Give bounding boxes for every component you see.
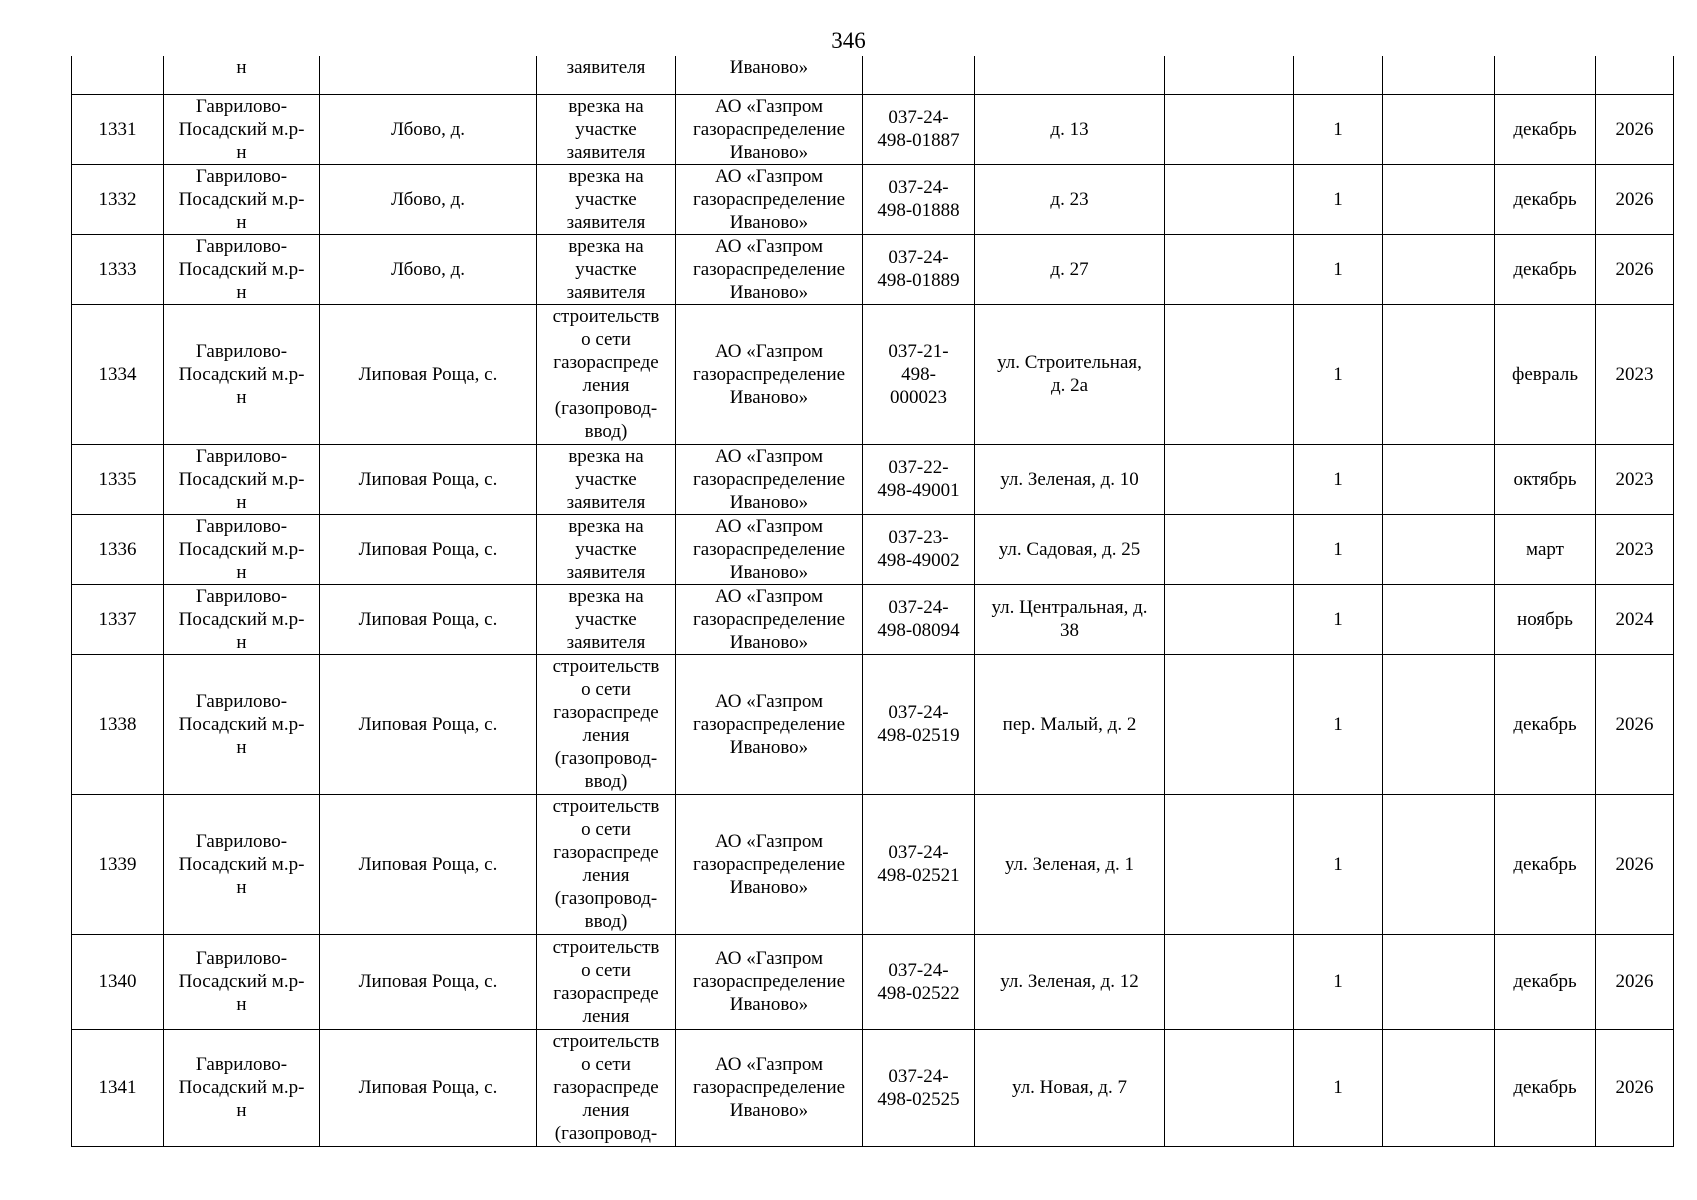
cell-year: 2026 (1596, 94, 1674, 164)
cell-address: ул. Зеленая, д. 1 (975, 794, 1165, 934)
cell-blank-2 (1383, 56, 1495, 94)
cell-work-type: врезка на участке заявителя (537, 94, 676, 164)
cell-year: 2023 (1596, 304, 1674, 444)
cell-number: 1332 (72, 164, 164, 234)
cell-work-type: строительств о сети газораспреде ления (газопровод- (537, 1029, 676, 1146)
cell-address (975, 56, 1165, 94)
cell-number: 1335 (72, 444, 164, 514)
cell-locality: Липовая Роща, с. (320, 794, 537, 934)
cell-count: 1 (1294, 234, 1383, 304)
cell-month: декабрь (1495, 94, 1596, 164)
cell-month: февраль (1495, 304, 1596, 444)
table-row (72, 794, 1674, 934)
cell-district: Гаврилово- Посадский м.р- н (164, 234, 320, 304)
cell-month: декабрь (1495, 164, 1596, 234)
cell-count: 1 (1294, 444, 1383, 514)
cell-number: 1331 (72, 94, 164, 164)
cell-organization: АО «Газпром газораспределение Иваново» (676, 584, 863, 654)
cell-year: 2026 (1596, 794, 1674, 934)
cell-organization: АО «Газпром газораспределение Иваново» (676, 94, 863, 164)
cell-locality: Липовая Роща, с. (320, 584, 537, 654)
cell-address: ул. Центральная, д. 38 (975, 584, 1165, 654)
cell-district: Гаврилово- Посадский м.р- н (164, 94, 320, 164)
cell-address: ул. Зеленая, д. 10 (975, 444, 1165, 514)
cell-blank-1 (1165, 56, 1294, 94)
cell-district: Гаврилово- Посадский м.р- н (164, 654, 320, 794)
cell-district: Гаврилово- Посадский м.р- н (164, 794, 320, 934)
cell-year: 2023 (1596, 444, 1674, 514)
table-body (72, 56, 1674, 1146)
table-row (72, 234, 1674, 304)
gas-connection-table (71, 56, 1674, 1147)
cell-blank-1 (1165, 794, 1294, 934)
cell-blank-2 (1383, 934, 1495, 1029)
cell-district: Гаврилово- Посадский м.р- н (164, 444, 320, 514)
cell-blank-2 (1383, 1029, 1495, 1146)
table-row (72, 1029, 1674, 1146)
cell-blank-1 (1165, 444, 1294, 514)
cell-tu-number: 037-24- 498-08094 (863, 584, 975, 654)
cell-work-type: врезка на участке заявителя (537, 444, 676, 514)
cell-count: 1 (1294, 94, 1383, 164)
cell-address: ул. Зеленая, д. 12 (975, 934, 1165, 1029)
cell-month: декабрь (1495, 794, 1596, 934)
continuation-row (72, 56, 1674, 94)
cell-number: 1339 (72, 794, 164, 934)
cell-blank-1 (1165, 584, 1294, 654)
cell-tu-number (863, 56, 975, 94)
cell-year: 2023 (1596, 514, 1674, 584)
cell-number: 1336 (72, 514, 164, 584)
cell-organization: АО «Газпром газораспределение Иваново» (676, 794, 863, 934)
cell-work-type: строительств о сети газораспреде ления (537, 934, 676, 1029)
cell-address: д. 13 (975, 94, 1165, 164)
cell-address: ул. Садовая, д. 25 (975, 514, 1165, 584)
cell-blank-2 (1383, 164, 1495, 234)
cell-number: 1341 (72, 1029, 164, 1146)
cell-work-type: врезка на участке заявителя (537, 514, 676, 584)
cell-blank-2 (1383, 444, 1495, 514)
cell-organization: АО «Газпром газораспределение Иваново» (676, 444, 863, 514)
cell-count: 1 (1294, 584, 1383, 654)
cell-organization: АО «Газпром газораспределение Иваново» (676, 304, 863, 444)
cell-month (1495, 56, 1596, 94)
cell-year: 2026 (1596, 1029, 1674, 1146)
cell-tu-number: 037-24- 498-02525 (863, 1029, 975, 1146)
cell-work-type: врезка на участке заявителя (537, 584, 676, 654)
cell-year (1596, 56, 1674, 94)
cell-address: д. 27 (975, 234, 1165, 304)
cell-blank-1 (1165, 234, 1294, 304)
cell-work-type: строительств о сети газораспреде ления (газопровод- ввод) (537, 794, 676, 934)
cell-blank-2 (1383, 304, 1495, 444)
cell-count: 1 (1294, 304, 1383, 444)
cell-blank-2 (1383, 234, 1495, 304)
cell-district: Гаврилово- Посадский м.р- н (164, 164, 320, 234)
cell-locality: Лбово, д. (320, 164, 537, 234)
cell-month: декабрь (1495, 1029, 1596, 1146)
cell-blank-1 (1165, 164, 1294, 234)
cell-tu-number: 037-24- 498-02519 (863, 654, 975, 794)
cell-organization: АО «Газпром газораспределение Иваново» (676, 164, 863, 234)
cell-locality: Липовая Роща, с. (320, 304, 537, 444)
cell-address: ул. Строительная, д. 2а (975, 304, 1165, 444)
cell-district: Гаврилово- Посадский м.р- н (164, 584, 320, 654)
cell-number: 1340 (72, 934, 164, 1029)
cell-address: ул. Новая, д. 7 (975, 1029, 1165, 1146)
cell-count: 1 (1294, 1029, 1383, 1146)
cell-district: Гаврилово- Посадский м.р- н (164, 934, 320, 1029)
cell-blank-1 (1165, 934, 1294, 1029)
cell-blank-2 (1383, 94, 1495, 164)
cell-locality: Липовая Роща, с. (320, 1029, 537, 1146)
cell-year: 2026 (1596, 164, 1674, 234)
cell-work-type: заявителя (537, 56, 676, 94)
cell-year: 2026 (1596, 934, 1674, 1029)
cell-month: декабрь (1495, 654, 1596, 794)
cell-organization: Иваново» (676, 56, 863, 94)
cell-blank-2 (1383, 654, 1495, 794)
cell-address: пер. Малый, д. 2 (975, 654, 1165, 794)
cell-district: н (164, 56, 320, 94)
cell-tu-number: 037-24- 498-02521 (863, 794, 975, 934)
cell-locality: Липовая Роща, с. (320, 444, 537, 514)
table-row (72, 654, 1674, 794)
cell-number: 1338 (72, 654, 164, 794)
cell-organization: АО «Газпром газораспределение Иваново» (676, 654, 863, 794)
cell-month: декабрь (1495, 234, 1596, 304)
table-row (72, 934, 1674, 1029)
cell-count: 1 (1294, 654, 1383, 794)
table-row (72, 164, 1674, 234)
cell-month: март (1495, 514, 1596, 584)
cell-work-type: строительств о сети газораспреде ления (газопровод- ввод) (537, 304, 676, 444)
cell-locality: Лбово, д. (320, 234, 537, 304)
cell-blank-1 (1165, 654, 1294, 794)
cell-tu-number: 037-21- 498- 000023 (863, 304, 975, 444)
cell-blank-1 (1165, 304, 1294, 444)
cell-locality (320, 56, 537, 94)
cell-year: 2026 (1596, 234, 1674, 304)
cell-work-type: врезка на участке заявителя (537, 234, 676, 304)
cell-blank-2 (1383, 584, 1495, 654)
cell-number: 1334 (72, 304, 164, 444)
cell-locality: Липовая Роща, с. (320, 514, 537, 584)
cell-blank-1 (1165, 1029, 1294, 1146)
cell-locality: Липовая Роща, с. (320, 934, 537, 1029)
cell-count: 1 (1294, 794, 1383, 934)
cell-locality: Липовая Роща, с. (320, 654, 537, 794)
cell-year: 2026 (1596, 654, 1674, 794)
table-row (72, 444, 1674, 514)
cell-number: 1333 (72, 234, 164, 304)
cell-blank-2 (1383, 794, 1495, 934)
cell-district: Гаврилово- Посадский м.р- н (164, 514, 320, 584)
cell-year: 2024 (1596, 584, 1674, 654)
cell-organization: АО «Газпром газораспределение Иваново» (676, 234, 863, 304)
table-row (72, 304, 1674, 444)
cell-work-type: врезка на участке заявителя (537, 164, 676, 234)
cell-tu-number: 037-24- 498-01888 (863, 164, 975, 234)
cell-number (72, 56, 164, 94)
cell-locality: Лбово, д. (320, 94, 537, 164)
cell-tu-number: 037-24- 498-01887 (863, 94, 975, 164)
cell-tu-number: 037-24- 498-02522 (863, 934, 975, 1029)
cell-count: 1 (1294, 164, 1383, 234)
cell-tu-number: 037-22- 498-49001 (863, 444, 975, 514)
cell-blank-2 (1383, 514, 1495, 584)
cell-organization: АО «Газпром газораспределение Иваново» (676, 934, 863, 1029)
cell-count: 1 (1294, 514, 1383, 584)
cell-address: д. 23 (975, 164, 1165, 234)
cell-count (1294, 56, 1383, 94)
cell-organization: АО «Газпром газораспределение Иваново» (676, 514, 863, 584)
cell-district: Гаврилово- Посадский м.р- н (164, 1029, 320, 1146)
cell-district: Гаврилово- Посадский м.р- н (164, 304, 320, 444)
cell-tu-number: 037-24- 498-01889 (863, 234, 975, 304)
cell-organization: АО «Газпром газораспределение Иваново» (676, 1029, 863, 1146)
cell-month: октябрь (1495, 444, 1596, 514)
cell-work-type: строительств о сети газораспреде ления (газопровод- ввод) (537, 654, 676, 794)
page-number: 346 (831, 28, 866, 53)
table-row (72, 94, 1674, 164)
cell-tu-number: 037-23- 498-49002 (863, 514, 975, 584)
cell-month: декабрь (1495, 934, 1596, 1029)
cell-blank-1 (1165, 514, 1294, 584)
cell-month: ноябрь (1495, 584, 1596, 654)
cell-blank-1 (1165, 94, 1294, 164)
table-row (72, 514, 1674, 584)
table-row (72, 584, 1674, 654)
cell-count: 1 (1294, 934, 1383, 1029)
cell-number: 1337 (72, 584, 164, 654)
